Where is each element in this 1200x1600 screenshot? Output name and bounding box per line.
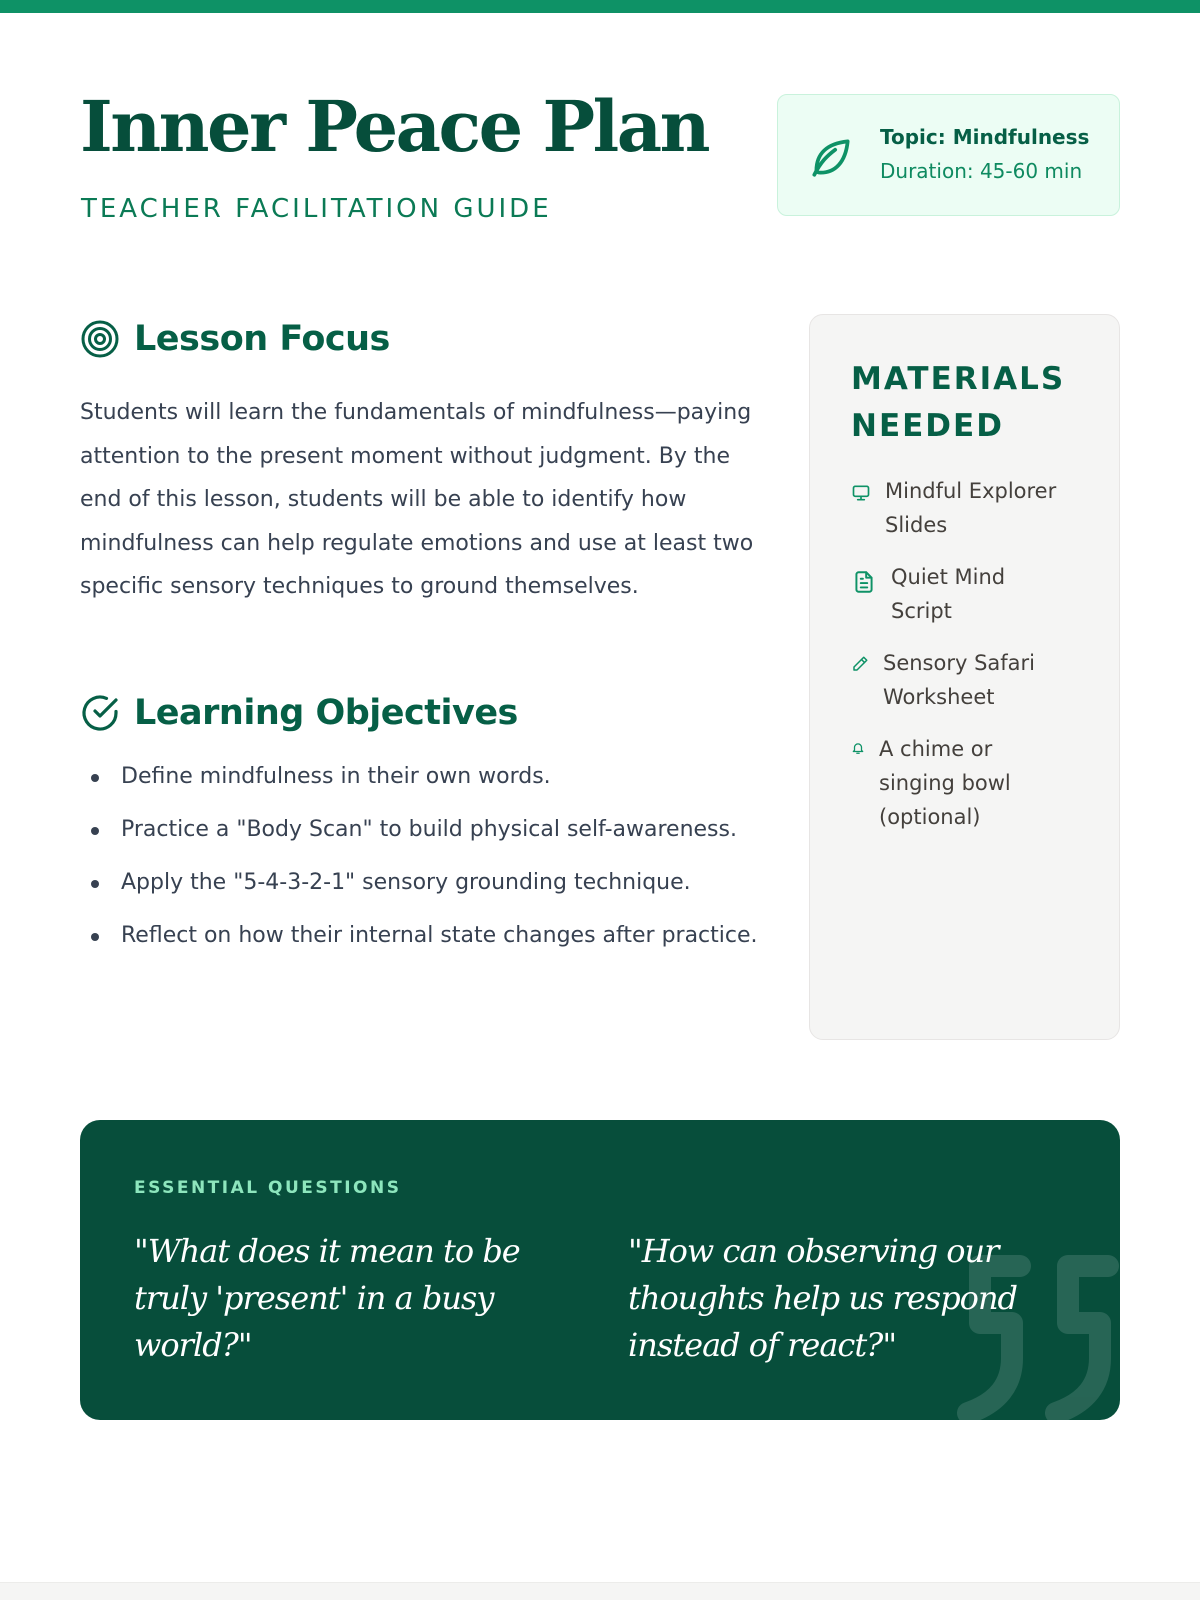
material-item: [851, 646, 1071, 714]
material-item: [851, 474, 1081, 542]
topic-label: Topic: Mindfulness: [880, 125, 1090, 149]
bullet-icon: [91, 880, 99, 888]
essential-question: "What does it mean to be truly 'present' in a busy world?": [134, 1232, 520, 1364]
objective-text: Practice a "Body Scan" to build physical self-awareness.: [121, 817, 737, 842]
bell-icon: [851, 741, 865, 755]
essential-questions-label: ESSENTIAL QUESTIONS: [134, 1178, 402, 1198]
target-icon: [80, 319, 120, 359]
list-item: [80, 916, 780, 956]
objective-text: Define mindfulness in their own words.: [121, 764, 551, 789]
document-icon: [851, 569, 877, 595]
top-accent-bar: [0, 0, 1200, 13]
objective-text: Apply the "5-4-3-2-1" sensory grounding technique.: [121, 870, 691, 895]
materials-heading: MATERIALS NEEDED: [851, 361, 1066, 444]
learning-objectives-heading: [80, 693, 518, 733]
materials-panel: [809, 314, 1120, 1040]
material-label: Quiet Mind Script: [891, 565, 1006, 623]
bullet-icon: [91, 774, 99, 782]
page-footer-strip: [0, 1582, 1200, 1600]
objective-text: Reflect on how their internal state changes after practice.: [121, 923, 758, 948]
pencil-icon: [851, 655, 869, 673]
objectives-list: [80, 757, 780, 969]
leaf-icon: [806, 131, 856, 181]
topic-card: [777, 94, 1120, 216]
list-item: [80, 810, 780, 850]
learning-objectives-title: Learning Objectives: [134, 693, 518, 733]
bullet-icon: [91, 827, 99, 835]
list-item: [80, 757, 780, 797]
monitor-icon: [851, 483, 871, 503]
check-circle-icon: [80, 693, 120, 733]
essential-questions-panel: [80, 1120, 1120, 1420]
page-subtitle: TEACHER FACILITATION GUIDE: [81, 194, 552, 224]
material-item: [851, 560, 1021, 628]
lesson-focus-title: Lesson Focus: [134, 319, 390, 359]
essential-question: "How can observing our thoughts help us respond instead of react?": [628, 1232, 1018, 1364]
bullet-icon: [91, 933, 99, 941]
page-title: Inner Peace Plan: [80, 85, 708, 168]
duration-label: Duration: 45-60 min: [880, 159, 1083, 183]
material-item: [851, 732, 1051, 834]
material-label: Mindful Explorer Slides: [885, 479, 1057, 537]
material-label: Sensory Safari Worksheet: [883, 651, 1036, 709]
lesson-focus-heading: [80, 319, 390, 359]
material-label: A chime or singing bowl (optional): [879, 737, 1011, 829]
lesson-focus-text: Students will learn the fundamentals of mindfulness—paying attention to the present moment without judgment. By the end of this lesson, students will be able to identify how mindfulness can help regulate emotions and use at least two specific sensory techniques to ground themselves.: [80, 400, 754, 599]
list-item: [80, 863, 780, 903]
